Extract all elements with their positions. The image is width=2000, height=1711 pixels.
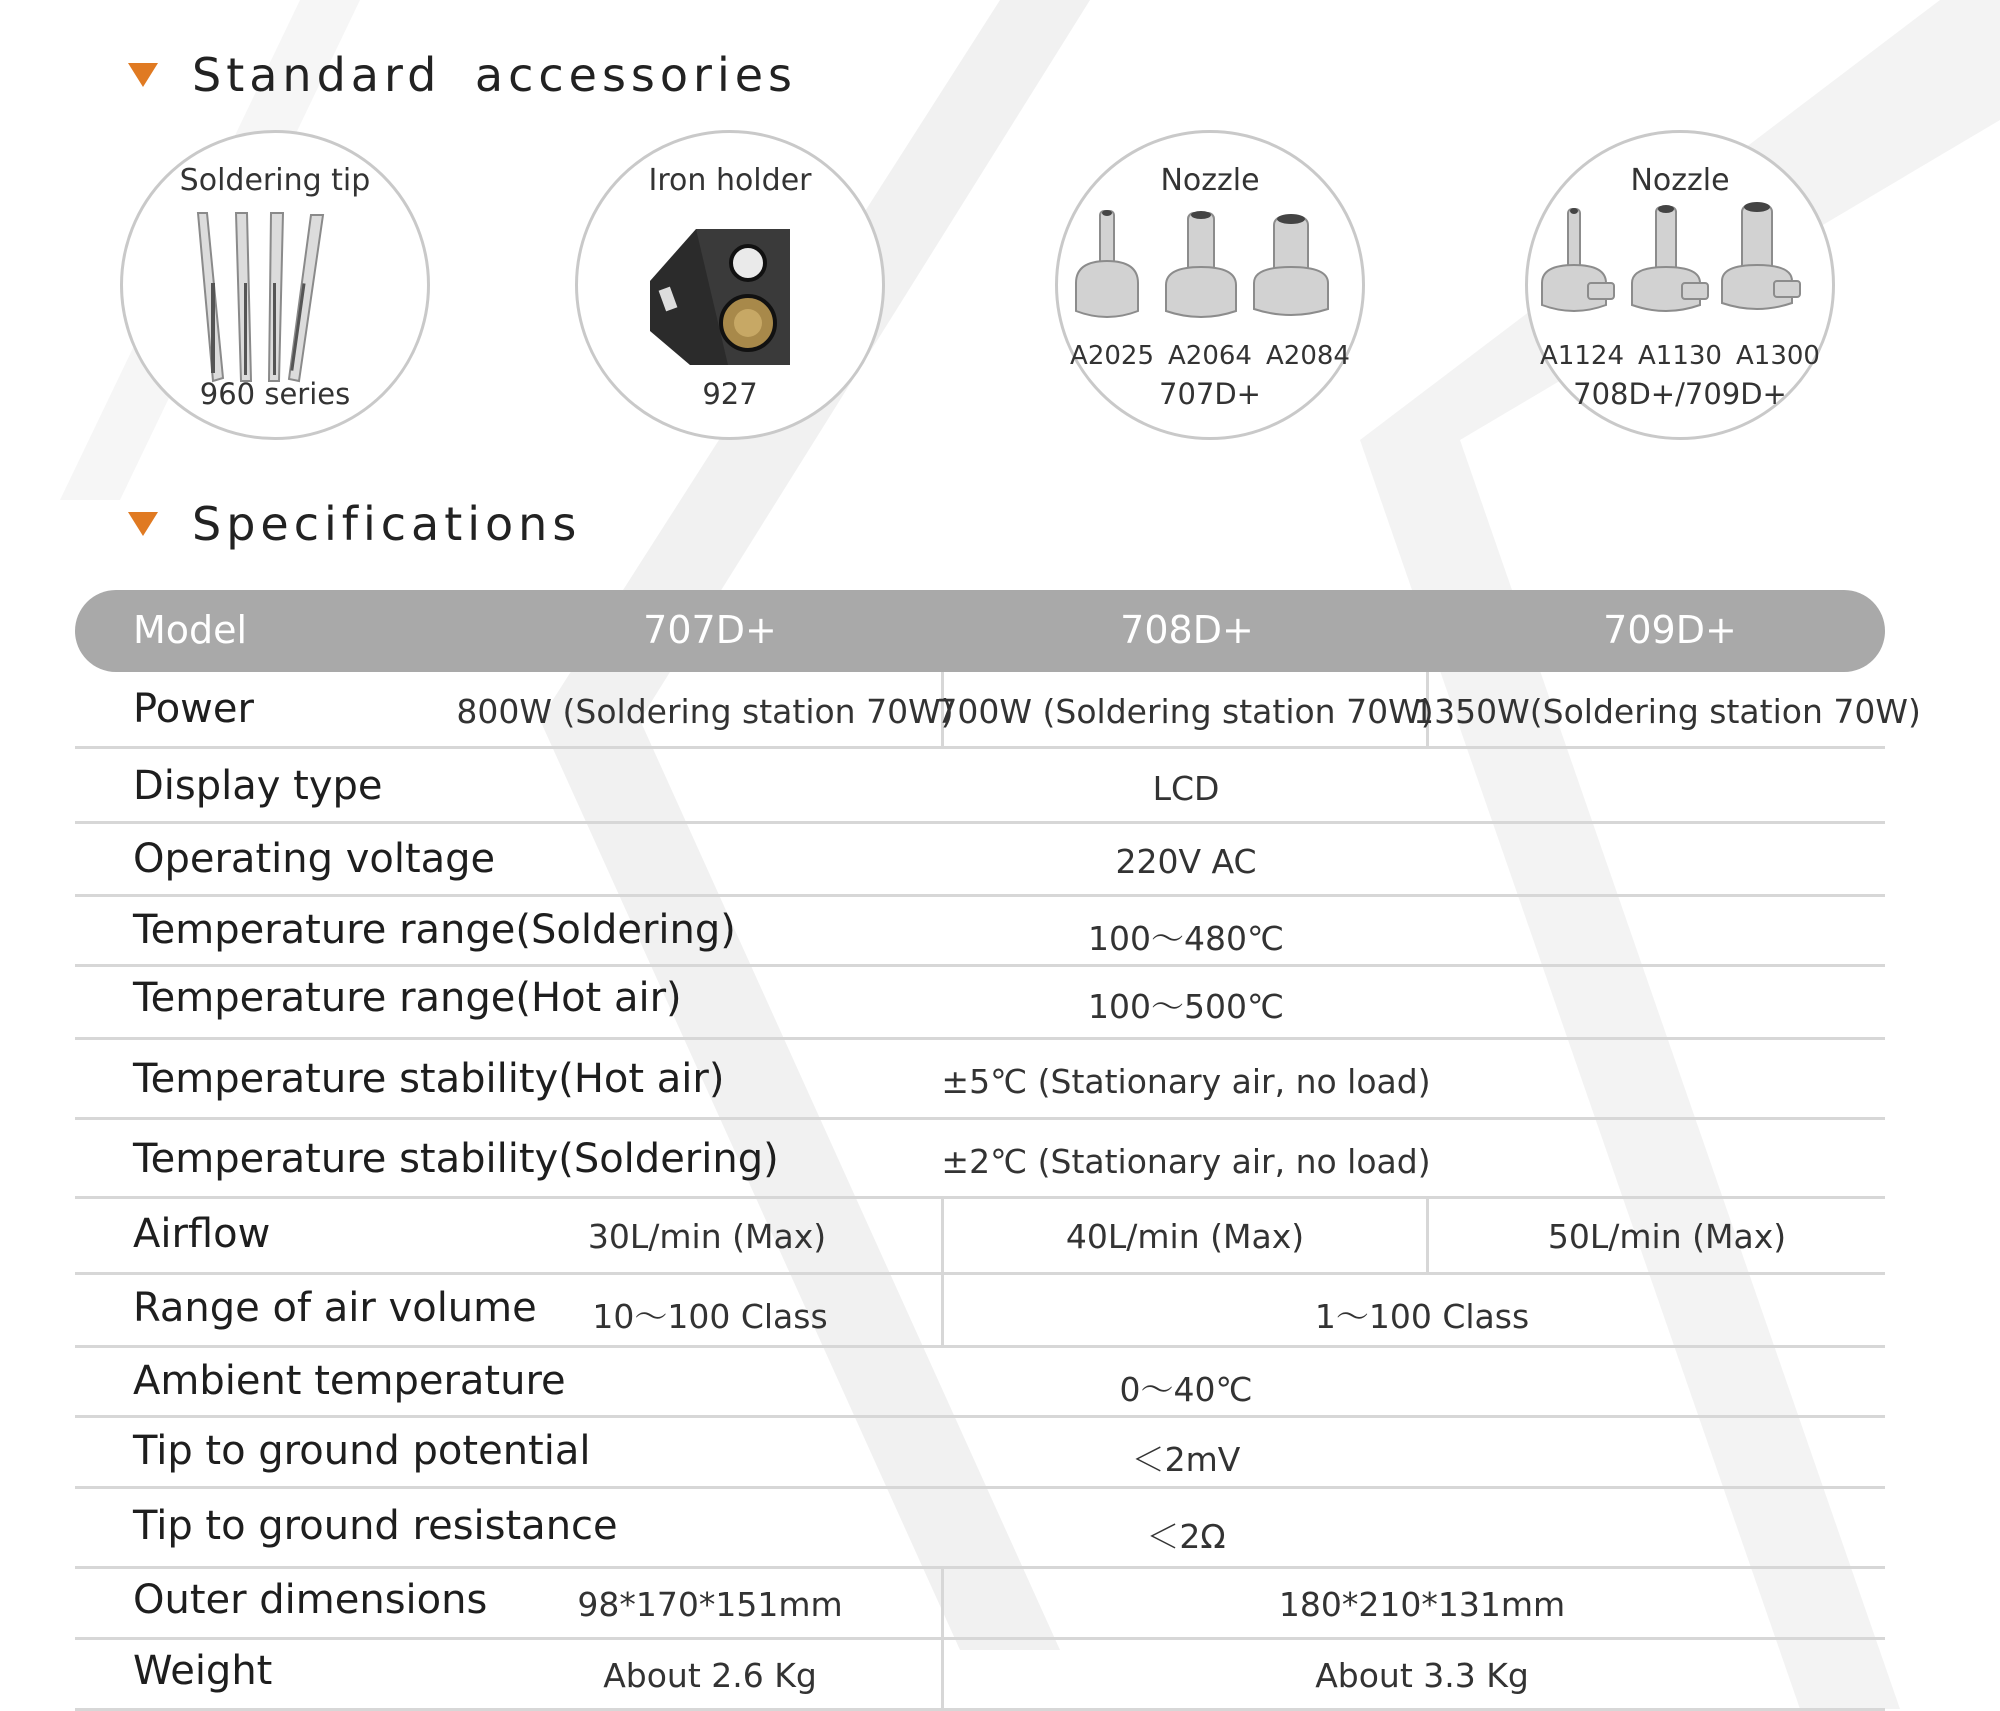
row-label: Weight bbox=[133, 1648, 273, 1694]
header-model-709: 709D+ bbox=[1603, 608, 1737, 652]
cell-value: 1～100 Class bbox=[1314, 1297, 1530, 1336]
accessory-title: Soldering tip bbox=[179, 163, 371, 198]
accessory-soldering-tip bbox=[120, 130, 430, 440]
cell-value: ＜2Ω bbox=[1146, 1517, 1226, 1556]
table-row bbox=[75, 897, 1885, 967]
accessory-caption: 927 bbox=[702, 377, 758, 411]
specifications-title: Specifications bbox=[192, 497, 582, 551]
accessories-section-heading bbox=[128, 48, 797, 102]
accessory-iron-holder bbox=[575, 130, 885, 440]
cell-value: 98*170*151mm bbox=[577, 1585, 843, 1624]
row-label: Tip to ground resistance bbox=[133, 1503, 618, 1549]
cell-value: About 2.6 Kg bbox=[603, 1656, 817, 1695]
accessory-title: Iron holder bbox=[648, 163, 812, 198]
accessory-caption: 960 series bbox=[199, 377, 351, 411]
table-row bbox=[75, 1199, 1885, 1275]
row-label: Operating voltage bbox=[133, 836, 496, 882]
header-model-label: Model bbox=[133, 608, 248, 652]
nozzle-code: A2025 bbox=[1070, 341, 1155, 371]
header-model-707: 707D+ bbox=[643, 608, 777, 652]
header-model-708: 708D+ bbox=[1120, 608, 1254, 652]
cell-value: 1350W(Soldering station 70W) bbox=[1413, 692, 1921, 731]
table-row bbox=[75, 1640, 1885, 1711]
accessory-caption: 707D+ bbox=[1159, 377, 1261, 411]
accessory-nozzle-708-709 bbox=[1525, 130, 1835, 440]
cell-value: 800W (Soldering station 70W) bbox=[456, 692, 954, 731]
cell-value: 220V AC bbox=[1115, 842, 1257, 881]
row-label: Display type bbox=[133, 763, 383, 809]
table-row bbox=[75, 1275, 1885, 1348]
nozzle-codes bbox=[1528, 341, 1832, 371]
triangle-bullet-icon bbox=[128, 63, 158, 87]
table-row bbox=[75, 1040, 1885, 1120]
row-label: Airflow bbox=[133, 1211, 271, 1257]
cell-value: ±2℃ (Stationary air, no load) bbox=[941, 1142, 1431, 1181]
specifications-section-heading bbox=[128, 497, 581, 551]
cell-value: About 3.3 Kg bbox=[1315, 1656, 1529, 1695]
cell-value: 100～500℃ bbox=[1087, 987, 1285, 1026]
nozzle-code: A2064 bbox=[1168, 341, 1252, 371]
table-row bbox=[75, 824, 1885, 897]
triangle-bullet-icon bbox=[128, 512, 158, 536]
table-row bbox=[75, 967, 1885, 1040]
nozzle-code: A1130 bbox=[1638, 341, 1722, 371]
accessory-title: Nozzle bbox=[1160, 163, 1260, 198]
table-row bbox=[75, 1418, 1885, 1489]
row-label: Tip to ground potential bbox=[133, 1428, 591, 1474]
accessory-caption: 708D+/709D+ bbox=[1573, 377, 1787, 411]
row-label: Outer dimensions bbox=[133, 1577, 488, 1623]
accessories-title: Standard accessories bbox=[192, 48, 797, 102]
cell-value: 40L/min (Max) bbox=[1065, 1217, 1305, 1256]
specifications-table bbox=[75, 590, 1921, 1711]
table-row bbox=[75, 1120, 1885, 1199]
cell-value: 100～480℃ bbox=[1087, 919, 1285, 958]
table-row bbox=[75, 1569, 1885, 1640]
nozzle-code: A1300 bbox=[1735, 341, 1820, 371]
cell-value: 700W (Soldering station 70W) bbox=[936, 692, 1434, 731]
row-label: Range of air volume bbox=[133, 1285, 537, 1331]
table-row bbox=[75, 1489, 1885, 1569]
table-header bbox=[75, 590, 1885, 672]
accessory-title: Nozzle bbox=[1630, 163, 1730, 198]
row-label: Power bbox=[133, 686, 254, 732]
nozzle-codes bbox=[1058, 341, 1362, 371]
cell-value: 50L/min (Max) bbox=[1547, 1217, 1787, 1256]
cell-value: 180*210*131mm bbox=[1278, 1585, 1566, 1624]
cell-value: ±5℃ (Stationary air, no load) bbox=[941, 1062, 1431, 1101]
cell-value: 30L/min (Max) bbox=[587, 1217, 827, 1256]
cell-value: 10～100 Class bbox=[592, 1297, 828, 1336]
accessory-nozzle-707 bbox=[1055, 130, 1365, 440]
nozzle-code: A1124 bbox=[1540, 341, 1625, 371]
cell-value: LCD bbox=[1152, 769, 1220, 808]
row-label: Ambient temperature bbox=[133, 1358, 566, 1404]
row-label: Temperature stability(Soldering) bbox=[133, 1136, 779, 1182]
table-row bbox=[75, 672, 1921, 749]
row-label: Temperature range(Soldering) bbox=[133, 907, 736, 953]
table-row bbox=[75, 749, 1885, 824]
table-row bbox=[75, 1348, 1885, 1418]
nozzle-code: A2084 bbox=[1265, 341, 1350, 371]
row-label: Temperature range(Hot air) bbox=[133, 975, 682, 1021]
cell-value: 0～40℃ bbox=[1119, 1370, 1253, 1409]
row-label: Temperature stability(Hot air) bbox=[133, 1056, 725, 1102]
cell-value: ＜2mV bbox=[1131, 1440, 1241, 1479]
